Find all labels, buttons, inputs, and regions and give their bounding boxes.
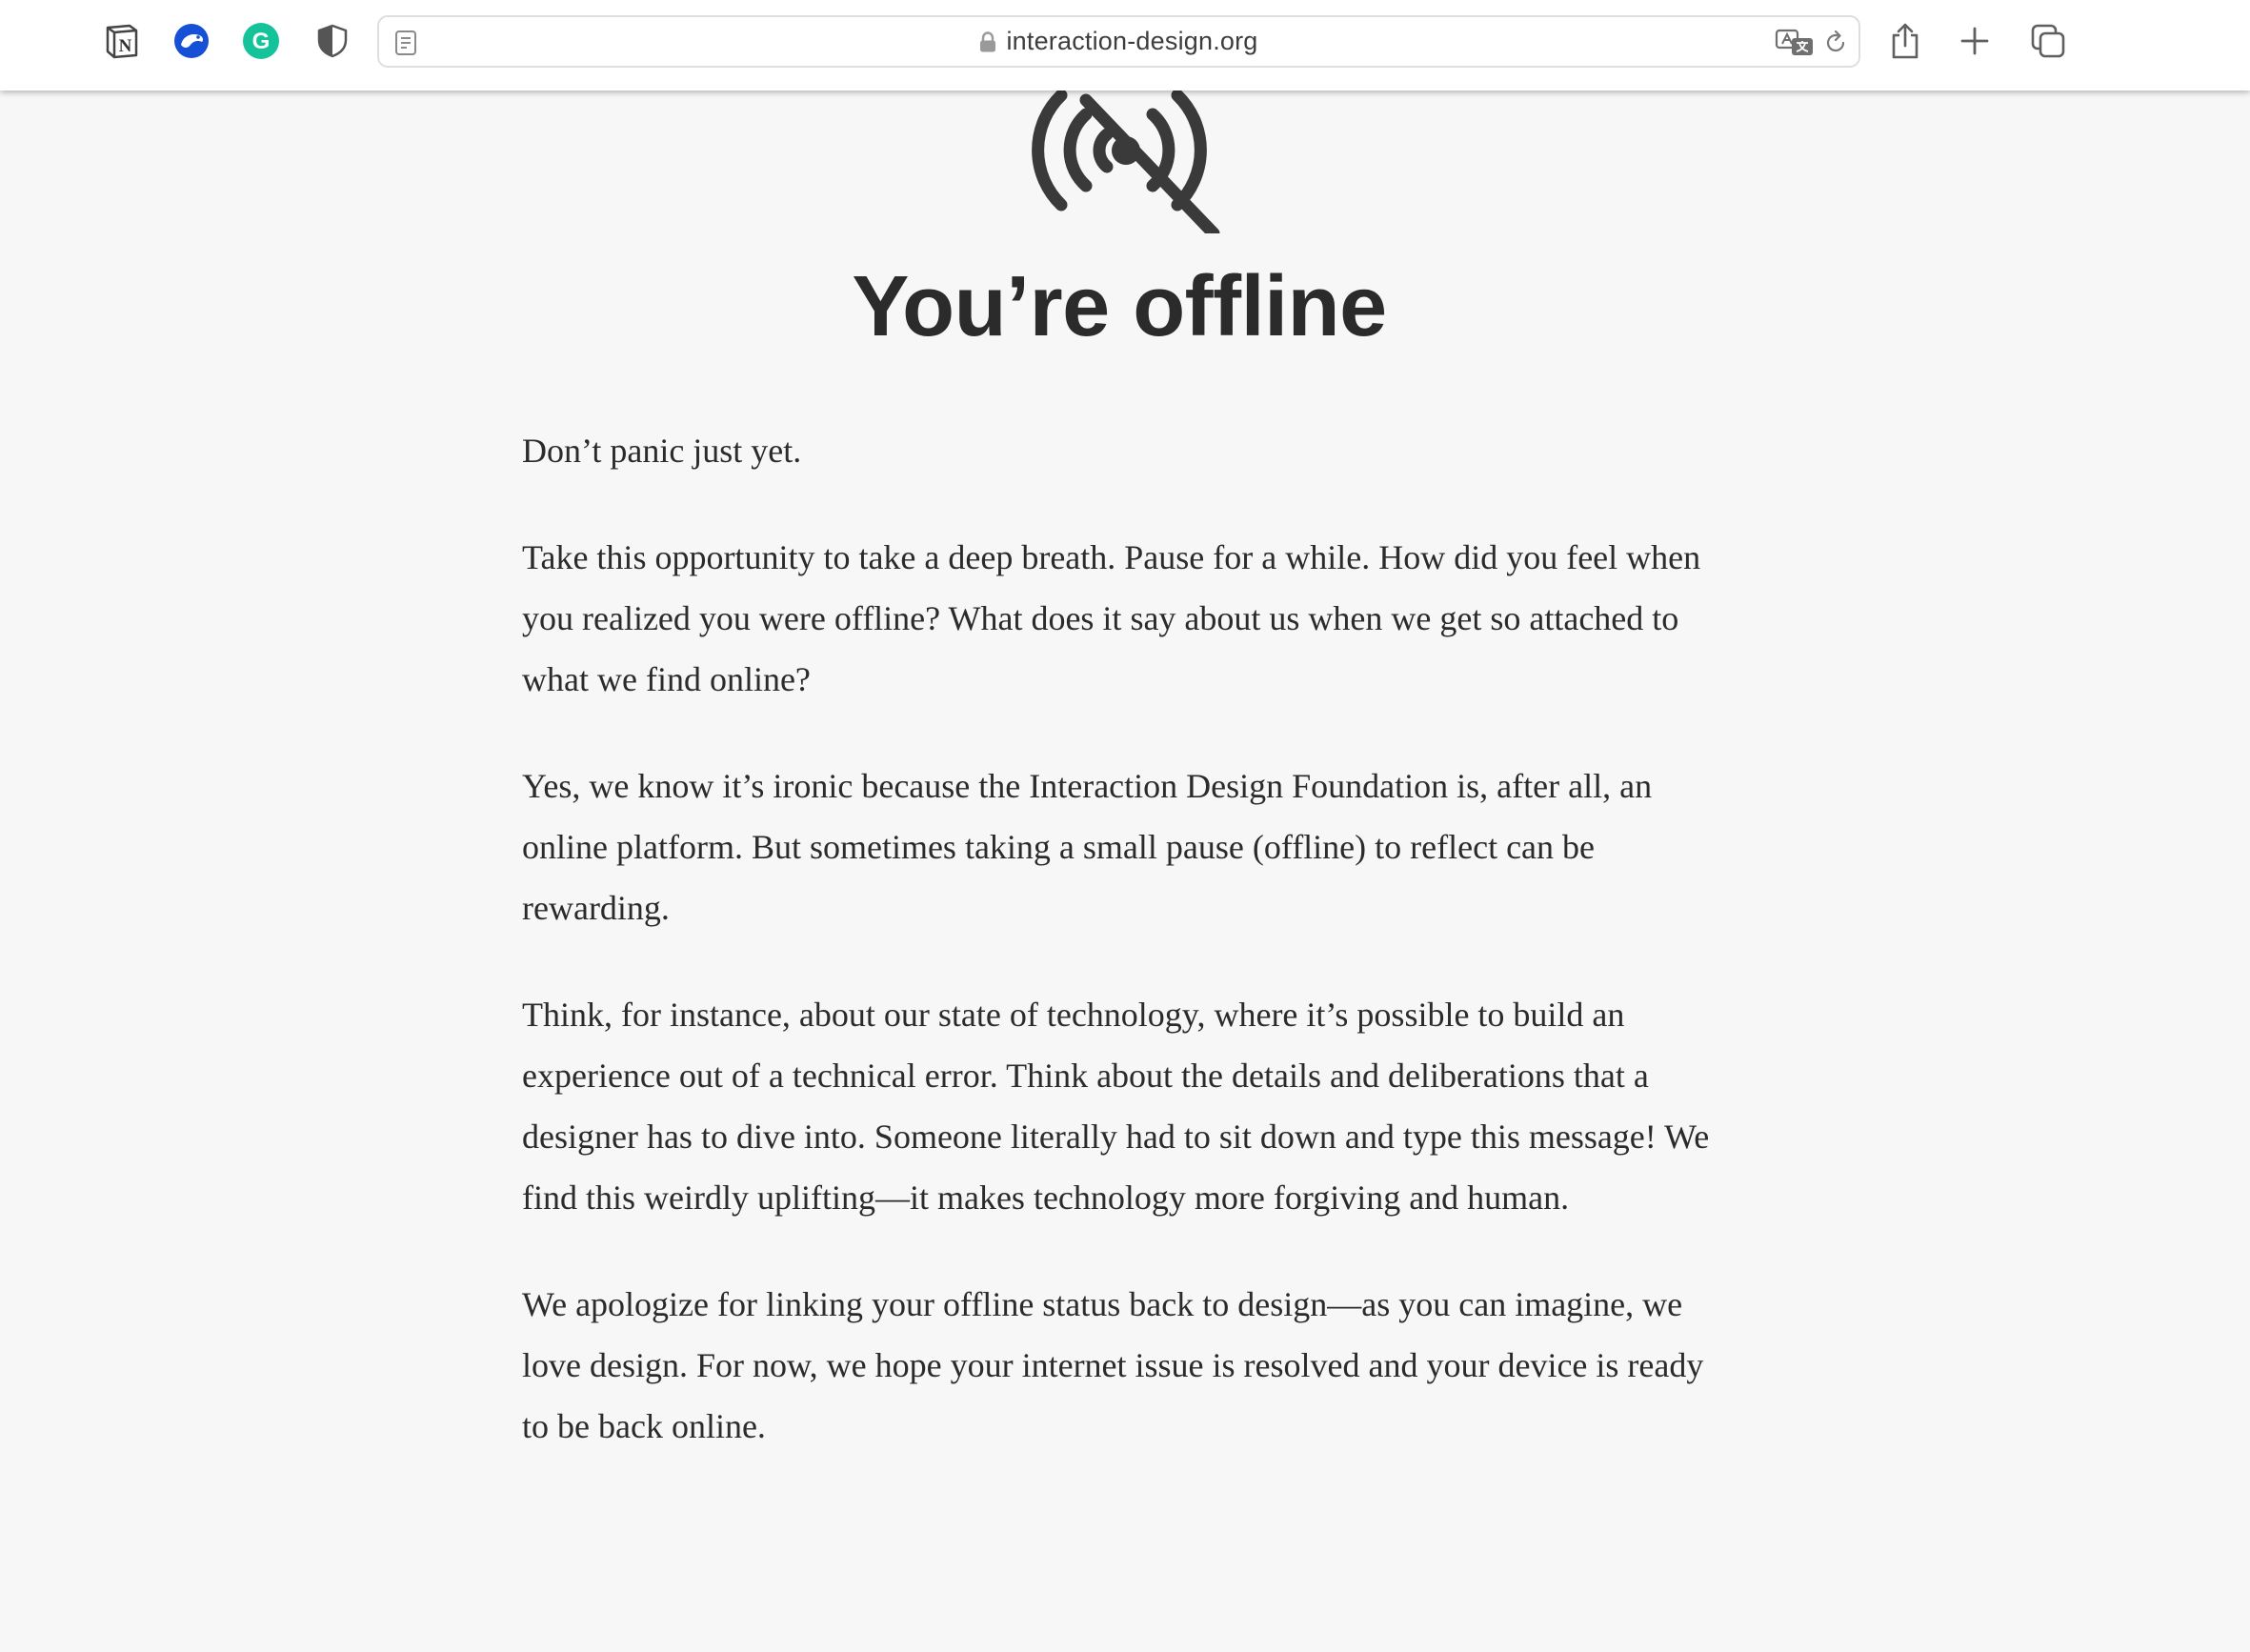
share-icon bbox=[1889, 22, 1921, 60]
url-text: interaction-design.org bbox=[1006, 27, 1258, 55]
lock-icon bbox=[979, 31, 996, 52]
paragraph-irony: Yes, we know it’s ironic because the Interaction Design Foundation is, after all, an online platform. But sometimes taking a small pause (offline) to reflect can be rewarding. bbox=[522, 767, 1653, 927]
privacy-extension-button[interactable] bbox=[312, 21, 352, 61]
share-button[interactable] bbox=[1881, 17, 1929, 65]
bird-extension-button[interactable] bbox=[171, 21, 211, 61]
paragraph-apology: We apologize for linking your offline status back to design—as you can imagine, we love design. For now, we hope your internet issue is resolved and your device is ready to be back online. bbox=[522, 1285, 1704, 1445]
no-signal-icon bbox=[1010, 71, 1229, 233]
reader-mode-icon[interactable] bbox=[394, 30, 417, 56]
svg-text:G: G bbox=[251, 29, 271, 54]
grammarly-extension-button[interactable] bbox=[241, 21, 281, 61]
paragraph-intro: Don’t panic just yet. bbox=[522, 432, 802, 470]
offline-page bbox=[0, 91, 2250, 1652]
svg-text:N: N bbox=[118, 36, 132, 56]
tab-overview-button[interactable] bbox=[2024, 17, 2072, 65]
notion-extension-button[interactable] bbox=[102, 21, 142, 61]
bird-icon bbox=[172, 22, 211, 60]
grammarly-icon bbox=[242, 22, 280, 60]
page-title: You’re offline bbox=[852, 259, 1387, 354]
tabs-icon bbox=[2030, 23, 2066, 59]
browser-toolbar bbox=[0, 0, 2250, 91]
translate-icon[interactable] bbox=[1775, 28, 1815, 58]
notion-icon bbox=[104, 23, 140, 59]
address-bar[interactable] bbox=[377, 15, 1860, 68]
plus-icon bbox=[1959, 26, 1990, 56]
reload-icon[interactable] bbox=[1822, 30, 1849, 56]
paragraph-technology: Think, for instance, about our state of technology, where it’s possible to build an experience out of a technical error. Think about the details and deliberations that a designer has to dive into. Someone literally had to sit down and type this message! We find this weirdly uplifting—it makes technology more forgiving and human. bbox=[522, 996, 1710, 1217]
paragraph-reflection: Take this opportunity to take a deep breath. Pause for a while. How did you feel when you realized you were offline? What does it say about us when we get so attached to what we find online? bbox=[522, 538, 1701, 698]
new-tab-button[interactable] bbox=[1951, 17, 1999, 65]
shield-icon bbox=[316, 24, 349, 58]
offline-message bbox=[522, 420, 1732, 1502]
